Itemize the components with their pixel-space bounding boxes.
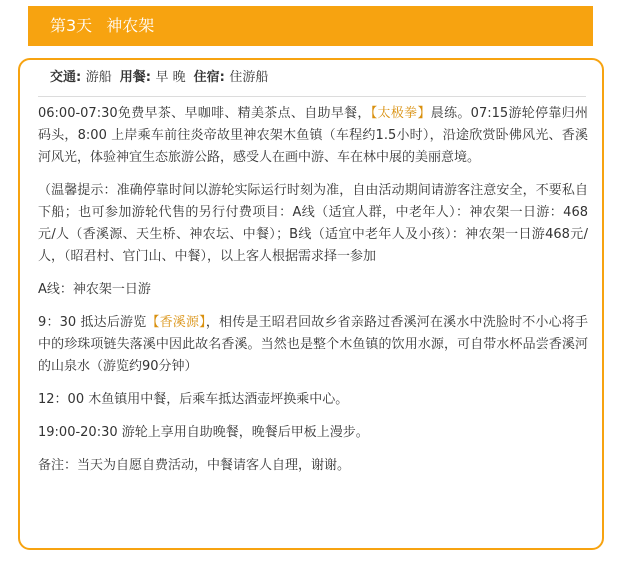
- itinerary-panel: [18, 58, 604, 550]
- day-info-line: 交通: 游船 用餐: 早 晚 住宿: 住游船: [38, 68, 586, 97]
- morning-schedule-paragraph: [38, 103, 588, 169]
- transport-value: 游船: [85, 70, 112, 85]
- meals-value: 早 晚: [155, 70, 186, 85]
- xiangxi-text-a: 9：30 抵达后游览: [38, 315, 147, 330]
- xiangxi-text-b: ，相传是王昭君回故乡省亲路过香溪河在溪水中洗脸时不小心将手中的珍珠项链失落溪中因此故名香溪。当然也是整个木鱼镇的饮用水源，可自带水杯品尝香溪河的山泉水（游览约90分钟）: [38, 315, 588, 374]
- morning-text-b: 晨练。07:15游轮停靠归州码头，8:00 上岸乘车前往炎帝故里神农架木鱼镇（车程约1.5小时），沿途欣赏卧佛风光、香溪河风光，体验神宜生态旅游公路，感受人在画中游、车在林中展的美丽意境。: [38, 106, 588, 165]
- taichi-highlight: 【太极拳】: [370, 106, 431, 121]
- xiangxi-paragraph: [38, 312, 588, 378]
- day-number: 第3天: [50, 16, 93, 35]
- stay-value: 住游船: [229, 70, 269, 85]
- day-header-bar: [28, 6, 593, 46]
- route-a-paragraph: A线：神农架一日游: [38, 282, 151, 297]
- dinner-paragraph: 19:00-20:30 游轮上享用自助晚餐，晚餐后甲板上漫步。: [38, 425, 369, 440]
- day-title: 神农架: [106, 16, 155, 35]
- stay-label: 住宿: [193, 70, 220, 85]
- transport-label: 交通: [50, 70, 77, 85]
- xiangxi-highlight: 【香溪源】: [146, 315, 206, 330]
- meals-label: 用餐: [119, 70, 146, 85]
- reminder-paragraph: （温馨提示：准确停靠时间以游轮实际运行时刻为准，自由活动期间请游客注意安全，不要私自下船；也可参加游轮代售的另行付费项目：A线（适宜人群，中老年人）：神农架一日游：468元/人（香溪源、天生桥、神农坛、中餐）；B线（适宜中老年人及小孩）：神农架一日游468元/人，（昭君村、官门山、中餐），以上客人根据需求择一参加: [38, 183, 588, 264]
- lunch-paragraph: 12：00 木鱼镇用中餐，后乘车抵达酒壶坪换乘中心。: [38, 392, 349, 407]
- note-paragraph: 备注：当天为自愿自费活动，中餐请客人自理，谢谢。: [38, 458, 351, 473]
- morning-text-a: 06:00-07:30免费早茶、早咖啡、精美茶点、自助早餐，: [38, 106, 371, 121]
